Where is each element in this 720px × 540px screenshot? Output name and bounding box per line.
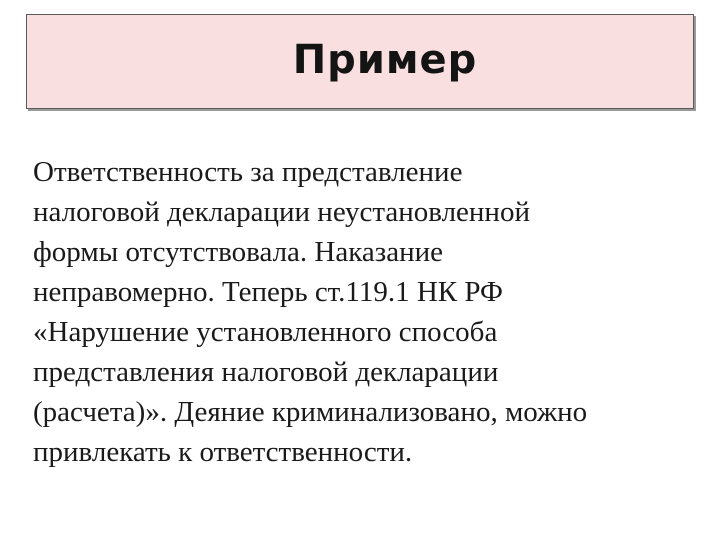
body-line-1: Ответственность за представление [33, 156, 463, 188]
slide-body-text [33, 152, 703, 472]
body-line-7: (расчета)». Деяние криминализовано, можно [33, 396, 588, 428]
body-line-2: налоговой декларации неустановленной [33, 196, 530, 228]
body-line-4: неправомерно. Теперь ст.119.1 НК РФ [33, 276, 503, 308]
body-line-3: формы отсутствовала. Наказание [33, 236, 443, 268]
title-box [26, 14, 694, 109]
slide-title: Пример [292, 37, 478, 83]
body-line-8: привлекать к ответственности. [33, 436, 413, 468]
body-line-6: представления налоговой декларации [33, 356, 499, 388]
body-line-5: «Нарушение установленного способа [33, 316, 498, 348]
